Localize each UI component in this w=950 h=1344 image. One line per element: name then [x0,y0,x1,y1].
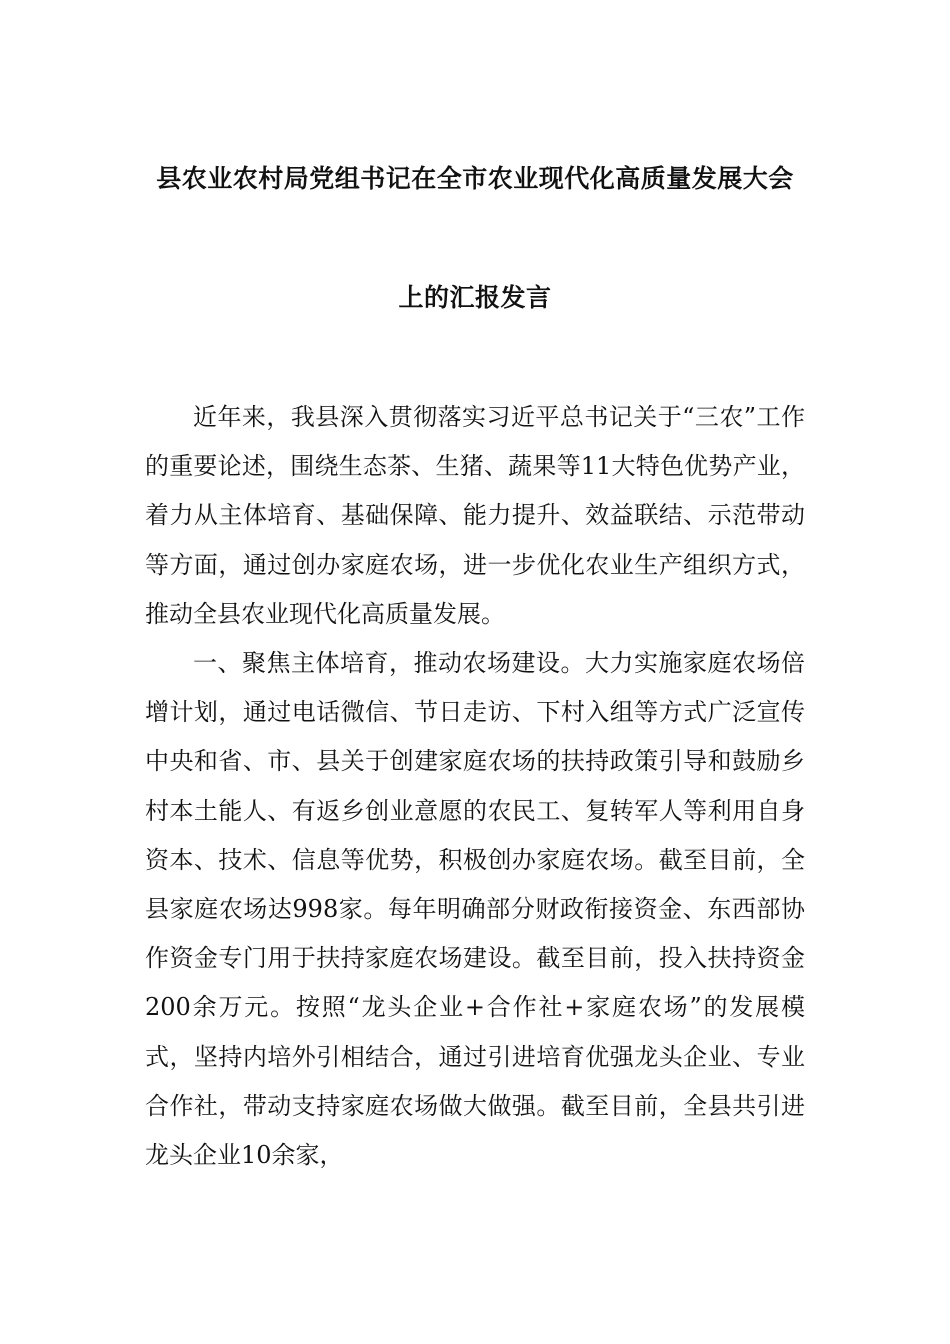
document-title-line-2: 上的汇报发言 [398,283,552,312]
document-title-line-1: 县农业农村局党组书记在全市农业现代化高质量发展大会 [156,164,794,193]
paragraph-text: 近年来，我县深入贯彻落实习近平总书记关于“三农”工作的重要论述，围绕生态茶、生猪、蔬果等11大特色优势产业，着力从主体培育、基础保障、能力提升、效益联结、示范带动等方面，通过创办家庭农场，进一步优化农业生产组织方式，推动全县农业现代化高质量发展。 [145,403,805,628]
body-paragraph-intro [145,393,805,639]
paragraph-text: 一、聚焦主体培育，推动农场建设。大力实施家庭农场倍增计划，通过电话微信、节日走访、下村入组等方式广泛宣传中央和省、市、县关于创建家庭农场的扶持政策引导和鼓励乡村本土能人、有返乡创业意愿的农民工、复转军人等利用自身资本、技术、信息等优势，积极创办家庭农场。截至目前，全县家庭农场达998家。每年明确部分财政衔接资金、东西部协作资金专门用于扶持家庭农场建设。截至目前，投入扶持资金200余万元。按照“龙头企业+合作社+家庭农场”的发展模式，坚持内培外引相结合，通过引进培育优强龙头企业、专业合作社，带动支持家庭农场做大做强。截至目前，全县共引进龙头企业10余家， [145,649,805,1170]
body-paragraph-section-one [145,639,805,1180]
